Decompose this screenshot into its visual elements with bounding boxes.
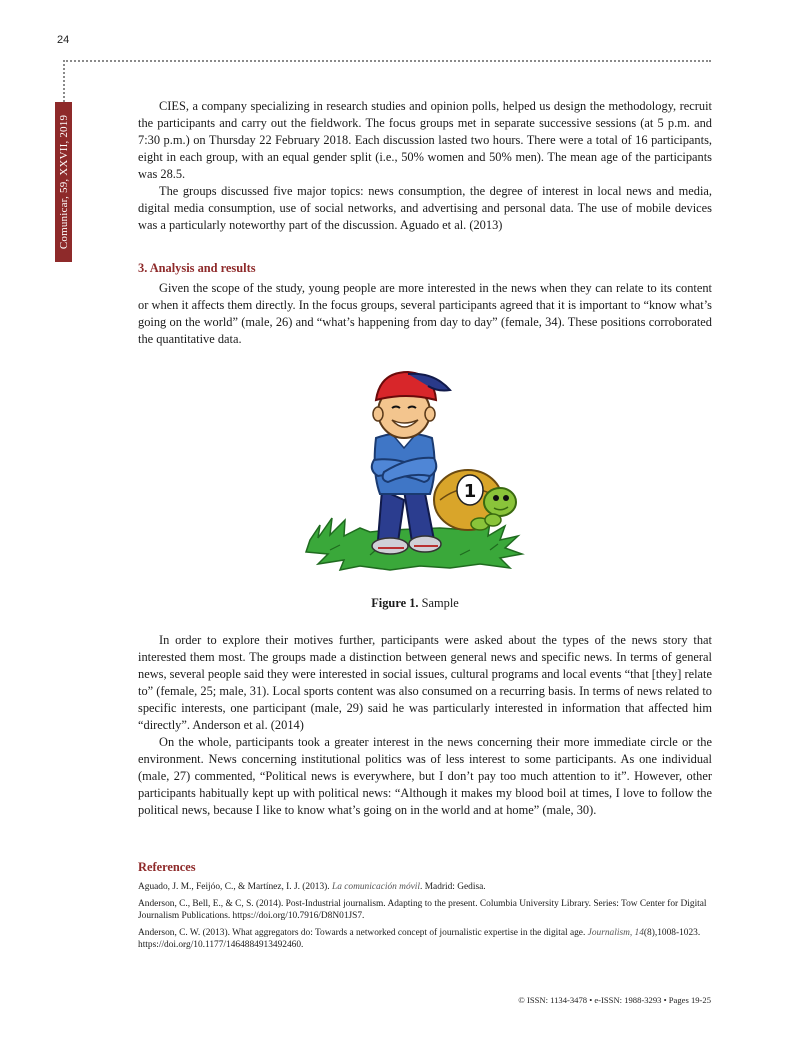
header-rule xyxy=(63,60,711,62)
side-rule xyxy=(63,60,65,102)
body-text xyxy=(138,632,712,819)
paragraph: The groups discussed five major topics: news consumption, the degree of interest in local news and media, digital media consumption, use of social networks, and advertising and personal data. The use of mobile devices was a particularly noteworthy part of the discussion. Aguado et al. (2013) xyxy=(138,184,712,232)
reference-item: Anderson, C., Bell, E., & C, S. (2014). Post-Industrial journalism. Adapting to the present. Columbia University Library. Series: Tow Center for Digital Journalism Publications. https://doi.org/10.7916/D8N01JS7. xyxy=(138,899,707,921)
turtle-head xyxy=(484,488,516,516)
page-footer: © ISSN: 1134-3478 • e-ISSN: 1988-3293 • Pages 19-25 xyxy=(518,995,711,1005)
reference-item: Aguado, J. M., Feijóo, C., & Martínez, I. J. (2013). La comunicación móvil. Madrid: Gedisa. xyxy=(138,882,486,892)
journal-side-banner xyxy=(55,102,72,262)
paragraph: CIES, a company specializing in research studies and opinion polls, helped us design the methodology, recruit the participants and carry out the fieldwork. The focus groups met in separate successive sessions (at 5 p.m. and 7:30 p.m.) on Thursday 22 February 2018. Each discussion lasted two hours. There were a total of 16 participants, eight in each group, with an equal gender split (i.e., 50% women and 50% men). The mean age of the participants was 28.5. xyxy=(138,99,712,181)
references-heading: References xyxy=(138,860,196,874)
figure-caption xyxy=(300,596,530,611)
section-text xyxy=(138,280,712,348)
intro-text xyxy=(138,98,712,234)
section-heading: 3. Analysis and results xyxy=(138,261,256,275)
turtle-number: 1 xyxy=(463,481,477,502)
shoe-right xyxy=(409,536,441,552)
references-list xyxy=(138,881,712,956)
shoe-left xyxy=(372,538,408,554)
paragraph: In order to explore their motives further, participants were asked about the types of the news story that interested them most. The groups made a distinction between general news and specific news. In terms of general news, several people said they were interested in social issues, cultural programs and local events “that [they] relate to” (female, 25; male, 31). Local sports content was also consumed on a recurring basis. In terms of news related to specific interests, one participant (male, 29) said he was particularly interested in information that affected him “directly”. Anderson et al. (2014) xyxy=(138,633,712,732)
boy-turtle-illustration xyxy=(300,360,530,582)
figure-caption-text: Sample xyxy=(421,596,459,610)
figure-label: Figure 1. xyxy=(371,596,419,610)
paragraph: On the whole, participants took a greater interest in the news concerning their more immediate circle or the environment. News concerning institutional politics was of less interest to some participants. As one individual (male, 27) commented, “Political news is everywhere, but I don’t pay too much attention to it”. However, other participants habitually kept up with political news: “Although it makes my blood boil at times, I love to follow the political news, because I like to know what’s going on in the world and at home” (male, 30). xyxy=(138,735,712,817)
figure-illustration xyxy=(300,360,530,582)
page-number: 24 xyxy=(57,34,70,46)
journal-side-banner-text: Comunicar, 59, XXVII, 2019 xyxy=(57,114,70,250)
paragraph: Given the scope of the study, young people are more interested in the news when they can relate to its content or when it affects them directly. In the focus groups, several participants agreed that it is important to “know what’s going on the world” (male, 26) and “what’s happening from day to day” (female, 34). These positions corroborated the quantitative data. xyxy=(138,281,712,346)
reference-item: Anderson, C. W. (2013). What aggregators do: Towards a networked concept of journalistic expertise in the digital age. Journalism, 14(8),1008-1023. https://doi.org/10.1177/1464884913492460. xyxy=(138,928,701,950)
